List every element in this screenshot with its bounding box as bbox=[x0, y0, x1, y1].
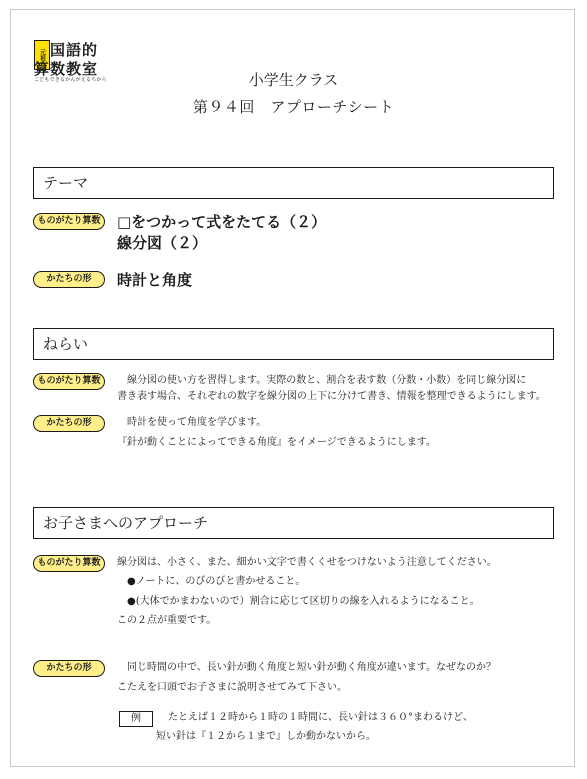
shape-label: かたちの形 bbox=[33, 660, 105, 677]
logo-line1: 国語的 bbox=[50, 41, 99, 59]
theme-shape-title: 時計と角度 bbox=[117, 271, 193, 289]
approach-heading: お子さまへのアプローチ bbox=[33, 507, 554, 539]
approach-story-line-2: ●ノートに、のびのびと書かせること。 bbox=[117, 576, 306, 587]
story-math-label: ものがたり算数 bbox=[33, 555, 105, 572]
story-math-label: ものがたり算数 bbox=[33, 213, 105, 230]
approach-shape-line-1: 同じ時間の中で、長い針が動く角度と短い針が動く角度が違います。なぜなのか？ bbox=[117, 662, 496, 673]
example-line-1: たとえば１２時から１時の１時間に、長い針は３６０°まわるけど、 bbox=[168, 712, 473, 723]
approach-story-line-3: ●(大体でかまわないので）割合に応じて区切りの線を入れるようになること。 bbox=[117, 596, 480, 607]
logo-tagline: こどもできるかんがえるちから bbox=[34, 77, 107, 83]
approach-story-line-1: 線分図は、小さく、また、細かい文字で書くくせをつけないよう注意してください。 bbox=[117, 557, 497, 568]
example-line-2: 短い針は『１２から１まで』しか動かないから。 bbox=[156, 731, 376, 742]
class-name: 小学生クラス bbox=[248, 71, 339, 89]
theme-heading: テーマ bbox=[33, 167, 554, 199]
aim-shape-line-2: 『針が動くことによってできる角度』をイメージできるようにします。 bbox=[117, 437, 436, 448]
theme-story-title-1: □をつかって式をたてる（２） bbox=[117, 213, 327, 231]
session-title: 第９４回 アプローチシート bbox=[192, 98, 395, 116]
shape-label: かたちの形 bbox=[33, 271, 105, 288]
aim-shape-line-1: 時計を使って角度を学びます。 bbox=[117, 417, 267, 428]
logo-line2: 算数教室 bbox=[34, 60, 99, 78]
logo-badge: 元祖 bbox=[34, 40, 50, 70]
aim-story-line-2: 書き表す場合、それぞれの数字を線分図の上下に分けて書き、情報を整理できるようにします。 bbox=[117, 391, 546, 402]
shape-label: かたちの形 bbox=[33, 415, 105, 432]
approach-shape-line-2: こたえを口頭でお子さまに説明させてみて下さい。 bbox=[117, 682, 347, 693]
example-label: 例 bbox=[119, 711, 153, 727]
story-math-label: ものがたり算数 bbox=[33, 373, 105, 390]
theme-story-title-2: 線分図（２） bbox=[117, 234, 208, 252]
aim-story-line-1: 線分図の使い方を習得します。実際の数と、割合を表す数（分数・小数）を同じ線分図に bbox=[117, 375, 527, 386]
approach-story-line-4: この２点が重要です。 bbox=[117, 615, 217, 626]
aim-heading: ねらい bbox=[33, 328, 554, 360]
